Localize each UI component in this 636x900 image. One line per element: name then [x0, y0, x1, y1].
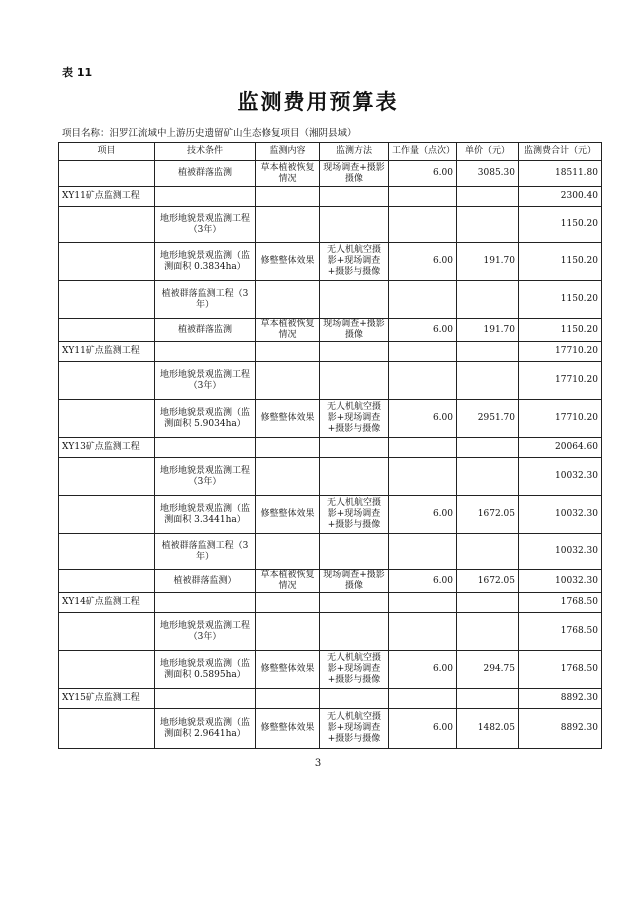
- column-header-workload: 工作量（点次）: [389, 143, 457, 161]
- project-cell: [59, 400, 155, 438]
- workload-cell: 6.00: [389, 243, 457, 281]
- unit-price-cell: [457, 207, 519, 243]
- table-row: [59, 342, 602, 362]
- workload-cell: [389, 187, 457, 207]
- table-row: [59, 207, 602, 243]
- tech-conditions-cell: 地形地貌景观监测（监测面积 5.9034ha）: [155, 400, 256, 438]
- monitoring-content-cell: [256, 362, 320, 400]
- workload-cell: [389, 534, 457, 570]
- total-cost-cell: 10032.30: [519, 496, 602, 534]
- column-header-monitoring-content: 监测内容: [256, 143, 320, 161]
- unit-price-cell: [457, 342, 519, 362]
- table-number-label: 表 11: [62, 66, 93, 79]
- total-cost-cell: 1768.50: [519, 593, 602, 613]
- total-cost-cell: 17710.20: [519, 362, 602, 400]
- project-cell: [59, 281, 155, 319]
- table-row: [59, 319, 602, 342]
- monitoring-method-cell: [320, 187, 389, 207]
- monitoring-method-cell: [320, 281, 389, 319]
- project-cell: [59, 570, 155, 593]
- monitoring-method-cell: 无人机航空摄影+现场调查+摄影与摄像: [320, 243, 389, 281]
- project-name-line: 项目名称：汨罗江流域中上游历史遗留矿山生态修复项目（湘阴县域）: [62, 128, 357, 139]
- column-header-tech-conditions: 技术条件: [155, 143, 256, 161]
- table-row: [59, 243, 602, 281]
- monitoring-content-cell: [256, 593, 320, 613]
- tech-conditions-cell: 地形地貌景观监测工程（3年）: [155, 362, 256, 400]
- unit-price-cell: [457, 362, 519, 400]
- unit-price-cell: [457, 593, 519, 613]
- tech-conditions-cell: [155, 689, 256, 709]
- workload-cell: 6.00: [389, 319, 457, 342]
- project-cell: [59, 458, 155, 496]
- total-cost-cell: 1150.20: [519, 281, 602, 319]
- tech-conditions-cell: [155, 438, 256, 458]
- monitoring-content-cell: 修整整体效果: [256, 709, 320, 749]
- total-cost-cell: 17710.20: [519, 400, 602, 438]
- project-cell: [59, 161, 155, 187]
- monitoring-method-cell: 无人机航空摄影+现场调查+摄影与摄像: [320, 400, 389, 438]
- total-cost-cell: 20064.60: [519, 438, 602, 458]
- table-row: [59, 281, 602, 319]
- unit-price-cell: 191.70: [457, 319, 519, 342]
- table-header-row: [59, 143, 602, 161]
- monitoring-content-cell: 修整整体效果: [256, 496, 320, 534]
- workload-cell: 6.00: [389, 496, 457, 534]
- unit-price-cell: [457, 281, 519, 319]
- monitoring-budget-table: [58, 142, 602, 749]
- monitoring-method-cell: [320, 613, 389, 651]
- column-header-monitoring-method: 监测方法: [320, 143, 389, 161]
- monitoring-method-cell: 现场调查+摄影摄像: [320, 570, 389, 593]
- unit-price-cell: [457, 438, 519, 458]
- project-cell: XY14矿点监测工程: [59, 593, 155, 613]
- project-cell: XY11矿点监测工程: [59, 187, 155, 207]
- total-cost-cell: 2300.40: [519, 187, 602, 207]
- monitoring-content-cell: [256, 689, 320, 709]
- monitoring-content-cell: 草本植被恢复情况: [256, 161, 320, 187]
- tech-conditions-cell: 地形地貌景观监测工程（3年）: [155, 207, 256, 243]
- total-cost-cell: 1150.20: [519, 207, 602, 243]
- tech-conditions-cell: 植被群落监测: [155, 319, 256, 342]
- table-row: [59, 593, 602, 613]
- workload-cell: 6.00: [389, 709, 457, 749]
- monitoring-content-cell: 草本植被恢复情况: [256, 319, 320, 342]
- total-cost-cell: 8892.30: [519, 709, 602, 749]
- unit-price-cell: [457, 689, 519, 709]
- project-cell: XY11矿点监测工程: [59, 342, 155, 362]
- total-cost-cell: 1150.20: [519, 243, 602, 281]
- table-row: [59, 709, 602, 749]
- project-cell: XY13矿点监测工程: [59, 438, 155, 458]
- project-cell: [59, 243, 155, 281]
- table-row: [59, 689, 602, 709]
- monitoring-method-cell: [320, 207, 389, 243]
- project-cell: [59, 362, 155, 400]
- tech-conditions-cell: [155, 593, 256, 613]
- unit-price-cell: [457, 534, 519, 570]
- monitoring-method-cell: [320, 593, 389, 613]
- project-cell: [59, 496, 155, 534]
- total-cost-cell: 1768.50: [519, 613, 602, 651]
- unit-price-cell: [457, 187, 519, 207]
- project-cell: [59, 534, 155, 570]
- unit-price-cell: [457, 458, 519, 496]
- unit-price-cell: 191.70: [457, 243, 519, 281]
- table-row: [59, 651, 602, 689]
- tech-conditions-cell: 地形地貌景观监测（监测面积 2.9641ha）: [155, 709, 256, 749]
- monitoring-content-cell: 草本植被恢复情况: [256, 570, 320, 593]
- unit-price-cell: 1672.05: [457, 496, 519, 534]
- workload-cell: [389, 593, 457, 613]
- column-header-unit-price: 单价（元）: [457, 143, 519, 161]
- monitoring-method-cell: [320, 342, 389, 362]
- monitoring-method-cell: 现场调查+摄影摄像: [320, 319, 389, 342]
- column-header-project: 项目: [59, 143, 155, 161]
- monitoring-method-cell: 无人机航空摄影+现场调查+摄影与摄像: [320, 651, 389, 689]
- page-number: 3: [314, 758, 322, 769]
- total-cost-cell: 10032.30: [519, 570, 602, 593]
- workload-cell: [389, 458, 457, 496]
- total-cost-cell: 18511.80: [519, 161, 602, 187]
- project-cell: [59, 207, 155, 243]
- document-title: 监测费用预算表: [237, 90, 399, 114]
- total-cost-cell: 1150.20: [519, 319, 602, 342]
- table-row: [59, 496, 602, 534]
- workload-cell: [389, 613, 457, 651]
- tech-conditions-cell: 植被群落监测）: [155, 570, 256, 593]
- tech-conditions-cell: 植被群落监测工程（3年）: [155, 281, 256, 319]
- project-cell: XY15矿点监测工程: [59, 689, 155, 709]
- monitoring-method-cell: [320, 534, 389, 570]
- monitoring-content-cell: [256, 613, 320, 651]
- monitoring-content-cell: 修整整体效果: [256, 243, 320, 281]
- table-row: [59, 161, 602, 187]
- tech-conditions-cell: 植被群落监测工程（3年）: [155, 534, 256, 570]
- tech-conditions-cell: 植被群落监测: [155, 161, 256, 187]
- tech-conditions-cell: 地形地貌景观监测（监测面积 0.3834ha）: [155, 243, 256, 281]
- table-row: [59, 534, 602, 570]
- monitoring-method-cell: 无人机航空摄影+现场调查+摄影与摄像: [320, 709, 389, 749]
- total-cost-cell: 10032.30: [519, 458, 602, 496]
- unit-price-cell: 3085.30: [457, 161, 519, 187]
- total-cost-cell: 10032.30: [519, 534, 602, 570]
- workload-cell: [389, 438, 457, 458]
- table-row: [59, 613, 602, 651]
- total-cost-cell: 8892.30: [519, 689, 602, 709]
- monitoring-content-cell: [256, 207, 320, 243]
- workload-cell: [389, 689, 457, 709]
- monitoring-content-cell: [256, 438, 320, 458]
- monitoring-content-cell: [256, 534, 320, 570]
- table-row: [59, 362, 602, 400]
- monitoring-method-cell: 无人机航空摄影+现场调查+摄影与摄像: [320, 496, 389, 534]
- project-cell: [59, 709, 155, 749]
- unit-price-cell: 294.75: [457, 651, 519, 689]
- project-cell: [59, 319, 155, 342]
- table-row: [59, 400, 602, 438]
- monitoring-method-cell: [320, 438, 389, 458]
- unit-price-cell: 2951.70: [457, 400, 519, 438]
- table-row: [59, 570, 602, 593]
- tech-conditions-cell: 地形地貌景观监测（监测面积 0.5895ha）: [155, 651, 256, 689]
- workload-cell: 6.00: [389, 400, 457, 438]
- tech-conditions-cell: [155, 187, 256, 207]
- total-cost-cell: 17710.20: [519, 342, 602, 362]
- workload-cell: [389, 362, 457, 400]
- unit-price-cell: [457, 613, 519, 651]
- tech-conditions-cell: 地形地貌景观监测（监测面积 3.3441ha）: [155, 496, 256, 534]
- unit-price-cell: 1482.05: [457, 709, 519, 749]
- monitoring-method-cell: [320, 362, 389, 400]
- table-row: [59, 438, 602, 458]
- project-cell: [59, 613, 155, 651]
- workload-cell: 6.00: [389, 651, 457, 689]
- tech-conditions-cell: 地形地貌景观监测工程（3年）: [155, 613, 256, 651]
- workload-cell: 6.00: [389, 161, 457, 187]
- project-cell: [59, 651, 155, 689]
- tech-conditions-cell: [155, 342, 256, 362]
- monitoring-content-cell: [256, 458, 320, 496]
- monitoring-method-cell: [320, 689, 389, 709]
- workload-cell: [389, 342, 457, 362]
- workload-cell: [389, 207, 457, 243]
- total-cost-cell: 1768.50: [519, 651, 602, 689]
- tech-conditions-cell: 地形地貌景观监测工程（3年）: [155, 458, 256, 496]
- monitoring-content-cell: 修整整体效果: [256, 651, 320, 689]
- monitoring-content-cell: [256, 281, 320, 319]
- column-header-total-cost: 监测费合计（元）: [519, 143, 602, 161]
- workload-cell: 6.00: [389, 570, 457, 593]
- workload-cell: [389, 281, 457, 319]
- monitoring-method-cell: [320, 458, 389, 496]
- table-row: [59, 187, 602, 207]
- table-row: [59, 458, 602, 496]
- unit-price-cell: 1672.05: [457, 570, 519, 593]
- monitoring-method-cell: 现场调查+摄影摄像: [320, 161, 389, 187]
- monitoring-content-cell: [256, 187, 320, 207]
- monitoring-content-cell: [256, 342, 320, 362]
- monitoring-content-cell: 修整整体效果: [256, 400, 320, 438]
